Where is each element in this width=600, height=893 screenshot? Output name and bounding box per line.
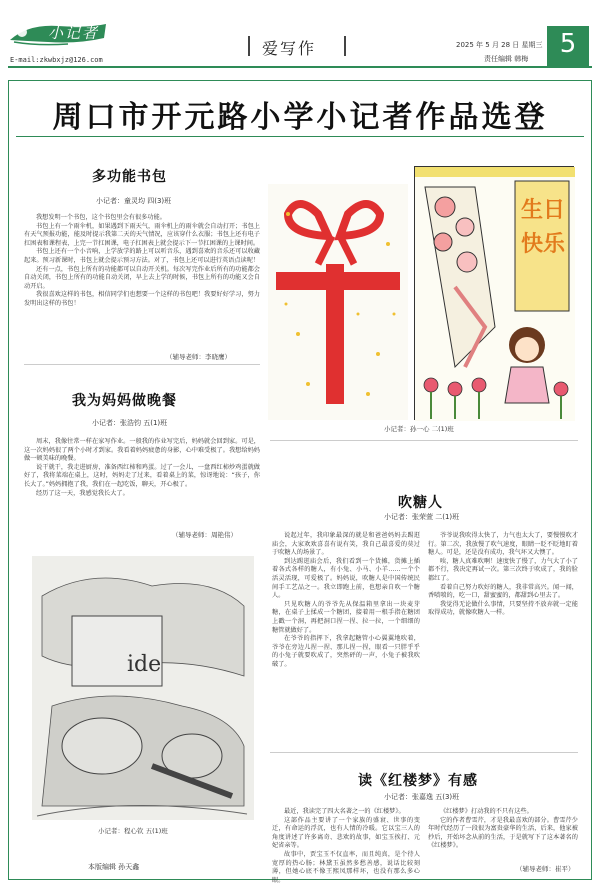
article-1-title: 多功能书包 <box>92 169 167 185</box>
drawing-2-caption: 小记者：程心钦 五(1)班 <box>98 827 168 835</box>
sketch-drawing <box>32 556 254 820</box>
article-4-paragraph: 故事中，贾宝玉不仅直率，而且纯真，是个待人宽厚的热心肠；林黛玉虽然多愁善感，说话比较刻薄，但她心底不像王熙凤那样坏，也没有那么多心眼。 <box>272 850 420 884</box>
drawing-1-caption: 小记者：孙一心 二(1)班 <box>384 425 454 433</box>
article-1-paragraph: 书包上有一个雨伞机，如果遇到下雨天气，雨伞机上的雨伞就会自动打开；书包上有天气预报功能，能及时提示我第二天的天气情况，应该穿什么衣服；书包上还有电子扛困表和课程表，上完一节扛困课，电子扛困表上就会提示下一节扛困课的上课时间。 <box>24 222 260 247</box>
birthday-text-1: 生日 <box>521 198 566 223</box>
separator <box>270 752 578 753</box>
header-rule <box>8 66 592 68</box>
article-3-paragraph: 看着自己努力吹好的糖人，我非常高兴。闻一闻，香喷喷的，吃一口，甜蜜蜜的，都甜到心里去了。 <box>428 583 578 600</box>
article-3-paragraph: 到达踢逛庙会后，我们看到一个货摊，货摊上插着各式各样的糖人，有小兔、小马、小羊……一个个活灵活现，可爱极了。妈妈说，吹糖人是中国传统民间手工艺品之一。我立即跑上前，也想亲自吹一个糖人。 <box>272 557 420 600</box>
article-3-paragraph: 我觉得无论做什么事情，只要坚持不放弃就一定能取得成功，就像吹糖人一样。 <box>428 600 578 617</box>
article-4-paragraph: 最近，我读完了四大名著之一的《红楼梦》。 <box>284 808 405 815</box>
article-3-title: 吹糖人 <box>398 495 443 511</box>
article-4-byline: 小记者：张嘉逸 五(3)班 <box>384 793 460 801</box>
article-3-paragraph: 说起过年，我印象最深的就是和爸爸妈妈去踢逛庙会，大家欢欢喜喜有说有笑，我自己最喜爱的莫过于吹糖人的场景了。 <box>272 532 420 557</box>
separator <box>24 364 260 365</box>
main-title: 周口市开元路小学小记者作品选登 <box>52 100 548 135</box>
page-number: 5 <box>559 29 577 59</box>
article-2-paragraph: 周末，我像往常一样在家写作业。一般我的作业写完后，妈妈就会回到家。可是，这一次妈妈很了两个小时才到家。我看着妈妈疲惫的身影，心中难受极了。我想给妈妈做一顿美味的晚餐。 <box>24 438 260 463</box>
layout-editor: 本版编辑 孙天鑫 <box>88 863 140 871</box>
article-2-byline: 小记者：张浩钧 五(1)班 <box>92 419 168 427</box>
article-4-tutor: （辅导老师：崔平） <box>516 865 575 873</box>
svg-text:ide: ide <box>127 652 162 677</box>
birthday-drawing-art <box>415 167 575 421</box>
birthday-drawing <box>414 166 574 420</box>
section-divider-right <box>344 36 346 56</box>
article-2-title: 我为妈妈做晚餐 <box>72 393 177 409</box>
article-2-body <box>24 438 260 524</box>
article-1-paragraph: 我很喜欢这样的书包，相信同学们也想要一个这样的书包吧！我要好好学习，努力发明出这样的书包！ <box>24 291 260 307</box>
article-4-paragraph: 它的作者曹雪芹，才是我最喜欢的部分。曹雪芹少年时代经历了一段很为富贵豪华的生活，后来，他家被抄后，开始坏念从前的生活，于是就写下了这本著名的《红楼梦》。 <box>428 816 578 850</box>
article-4-body-col2 <box>428 808 578 864</box>
article-2-paragraph: 说干就干，我走进厨房，准备西红柿和鸡蛋。过了一会儿，一盘西红柿炒鸡蛋就做好了，我将菜端在桌上，这时，妈妈走了过来，看着桌上的菜，惊讶地说：“孩子，你长大了。”妈妈拥抱了我，我们在一起吃饭，聊天，开心极了。 <box>24 463 260 488</box>
title-rule <box>16 136 584 137</box>
masthead <box>8 20 108 46</box>
article-3-paragraph: 唉，糖人真难吹啊！速度快了慢了，力气大了小了都不行，我决定再试一次。第三次终于吹成了，我的脸都红了。 <box>428 557 578 582</box>
article-3-paragraph: 在爷爷的指挥下，我拿起糖管小心翼翼地吹着，爷爷在旁边儿捏一捏、那儿捏一捏，眼看一只胖乎乎的小兔子就要吹成了，突然砰的一声，小兔子被我吹破了。 <box>272 635 420 668</box>
article-1-body <box>24 214 260 348</box>
masthead-text: 小记者 <box>48 24 100 42</box>
article-1-paragraph: 我想发明一个书包，这个书包里会有很多功能。 <box>36 214 166 221</box>
section-name: 爱写作 <box>262 39 317 58</box>
article-3-paragraph: 只见吹糖人的爷爷先从保温箱里拿出一块麦芽糖，在桌子上揉成一个糖团，接着用一根手指在糖团上戳一个洞，再把洞口捏一捏、拉一拉，一个细细的糖管就做好了。 <box>272 600 420 634</box>
article-1-tutor: （辅导老师：李晓鹰） <box>166 353 231 361</box>
gift-drawing-art <box>268 184 408 420</box>
issue-date: 2025 年 5 月 28 日 星期三 <box>456 41 543 49</box>
email-address: E-mail:zkwbxjz@126.com <box>10 56 103 64</box>
article-4-paragraph: 《红楼梦》打动我的不只有这些。 <box>440 808 533 815</box>
sketch-drawing-art <box>32 556 254 820</box>
section-divider-left <box>248 36 250 56</box>
article-3-body-col2 <box>428 532 578 742</box>
article-4-paragraph: 这部作品主要讲了一个家族的盛衰、世事的变迁，有命运的浮沉，也有人情的冷暖。它以宝三人的角度讲述了许多离奇、悲欢的故事，如宝玉挨打、元妃省亲等。 <box>272 816 420 850</box>
gift-drawing <box>268 184 408 420</box>
responsible-editor: 责任编辑 韩梅 <box>484 55 529 63</box>
article-3-byline: 小记者：张荣萱 二(1)班 <box>384 513 460 521</box>
article-1-paragraph: 书包上还有一个小音响，上学放学的路上可以听音乐，遇到喜欢的音乐还可以收藏起来。预习新课时，书包上就会提示预习方法。对了，书包上还可以进行英语点读呢！ <box>24 248 260 264</box>
birthday-text-2: 快乐 <box>521 232 566 257</box>
article-2-paragraph: 经历了这一天，我感觉我长大了。 <box>36 489 129 497</box>
article-4-title: 读《红楼梦》有感 <box>358 773 478 789</box>
article-2-tutor: （辅导老师：周艳伟） <box>172 531 237 539</box>
separator <box>270 440 578 441</box>
article-4-body-col1 <box>272 808 420 884</box>
article-1-paragraph: 还有一点，书包上所有的功能都可以自动开关机。每次写完作业后所有的功能都会自动关闭，书包上所有的功能自动关闭，早上去上学的时候，书包上所有的功能又会自动开启。 <box>24 265 260 290</box>
article-3-paragraph: 爷爷说我吹得太快了，力气也太大了，要慢慢吹才行。第二次，我放慢了吹气速度，眼睛一眨不眨地盯着糖人。可是，还是没有成功，我气坏又大懊了。 <box>428 532 578 557</box>
article-3-body-col1 <box>272 532 420 742</box>
article-1-byline: 小记者：童灵均 四(3)班 <box>96 197 172 205</box>
